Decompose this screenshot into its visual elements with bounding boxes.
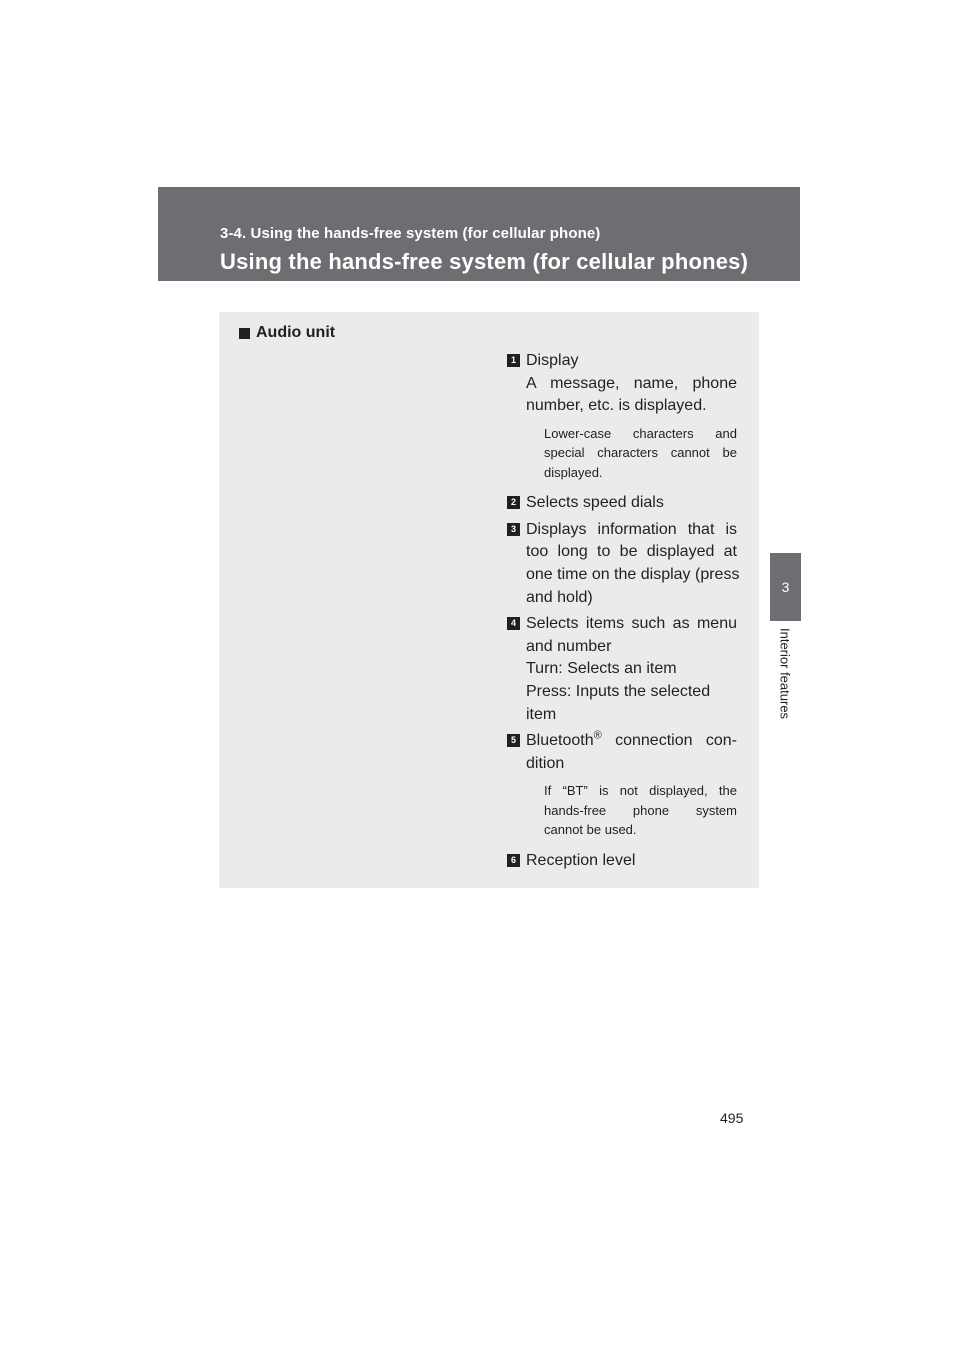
item-line: Press: Inputs the selected [526,683,711,701]
note-line: cannot be used. [544,822,637,838]
item-line: and hold) [526,588,593,606]
item-line: Turn: Selects an item [526,660,677,678]
number-2-icon: 2 [507,496,520,509]
note-line: special characters cannot be [544,445,737,461]
item-line: and number [526,637,612,655]
section-label: 3-4. Using the hands-free system (for cellular phone) [220,225,601,242]
number-4-icon: 4 [507,617,520,630]
item-line: Display [526,352,579,369]
number-5-icon: 5 [507,734,520,747]
item-line: Reception level [526,851,636,869]
note-line: hands-free phone system [544,802,737,818]
registered-mark: ® [593,729,602,742]
item-line: one time on the display (press [526,566,740,584]
note-line: displayed. [544,464,603,480]
item-line: Selects items such as menu [526,615,737,633]
audio-unit-panel [219,312,759,888]
item-line: A message, name, phone [526,374,737,392]
item-note [507,781,737,840]
page-title: Using the hands-free system (for cellular phones) [220,249,749,274]
item-line: Displays information that is [526,520,737,538]
item-line: number, etc. is displayed. [526,397,707,415]
page-number: 495 [720,1110,744,1126]
number-1-icon: 1 [507,354,520,367]
note-line: If “BT” is not displayed, the [544,783,737,799]
number-3-icon: 3 [507,523,520,536]
panel-heading-text: Audio unit [256,324,336,341]
list-item-bluetooth [507,730,737,775]
list-item-long-info [507,519,740,609]
list-item-speed-dials [507,492,737,515]
item-line: Selects speed dials [526,494,664,512]
list-item-reception [507,850,737,873]
item-line: item [526,705,557,723]
item-note [507,424,737,483]
number-6-icon: 6 [507,854,520,867]
bluetooth-word: Bluetooth [526,732,594,750]
item-line [526,730,737,753]
section-header [158,187,800,281]
list-item-display [507,350,737,418]
panel-heading [239,324,335,342]
note-line: Lower-case characters and [544,425,737,441]
item-line: too long to be displayed at [526,543,737,561]
item-line: dition [526,754,565,772]
bullet-square-icon [239,328,250,339]
item-list [507,350,740,877]
list-item-select-items [507,613,737,726]
chapter-label: Interior features [777,628,793,720]
chapter-number: 3 [781,579,790,595]
connection-text: connection con- [601,732,737,750]
chapter-tab [770,553,801,621]
